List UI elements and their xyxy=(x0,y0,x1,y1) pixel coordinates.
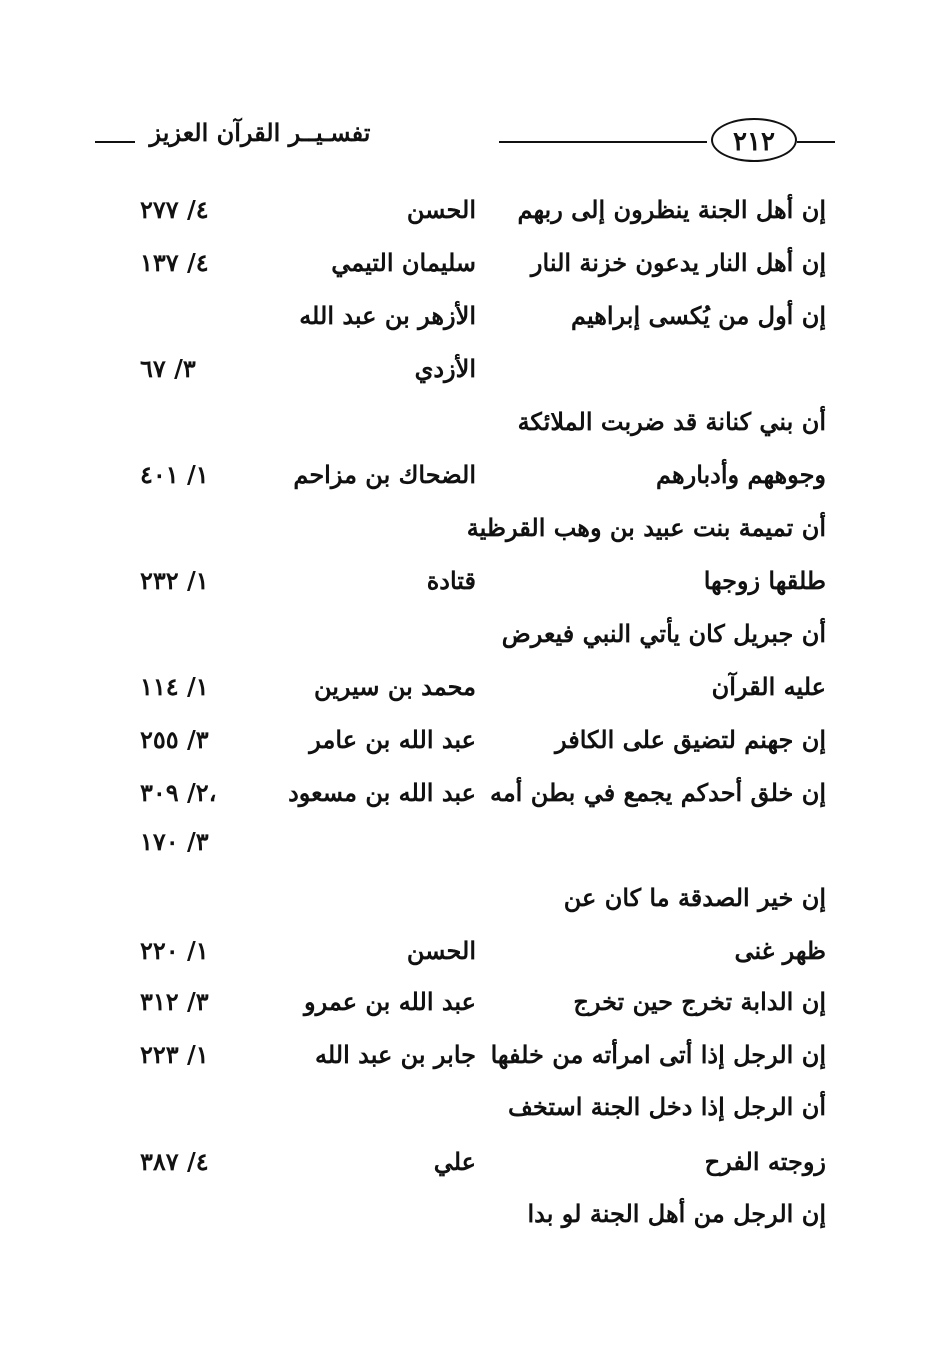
hadith-text: أن تميمة بنت عبيد بن وهب القرظية xyxy=(466,513,826,542)
narrator: محمد بن سيرين xyxy=(313,672,476,701)
narrator: عبد الله بن عمرو xyxy=(304,987,476,1016)
volume-page-ref: ٤/ ٢٧٧ xyxy=(140,195,209,224)
header-rule-middle xyxy=(499,141,707,143)
narrator: الضحاك بن مزاحم xyxy=(293,460,476,489)
volume-page-ref: ٣/ ٢٥٥ xyxy=(140,725,209,754)
volume-page-ref: ١/ ٢٣٢ xyxy=(140,566,209,595)
index-entry xyxy=(0,349,934,389)
hadith-text: إن خلق أحدكم يجمع في بطن أمه xyxy=(489,778,826,807)
hadith-text: زوجته الفرح xyxy=(704,1147,826,1176)
header-rule-left xyxy=(95,141,135,143)
running-title: تفسـيــر القرآن العزيز xyxy=(149,118,371,147)
hadith-text: إن جهنم لتضيق على الكافر xyxy=(555,725,826,754)
volume-page-ref: ٣/ ٣١٢ xyxy=(140,987,209,1016)
index-entry xyxy=(0,773,934,813)
index-entry xyxy=(0,1087,934,1127)
volume-page-ref: ٢/ ٣٠٩، xyxy=(140,778,217,807)
index-entry xyxy=(0,402,934,442)
hadith-text: إن الدابة تخرج حين تخرج xyxy=(573,987,826,1016)
volume-page-ref: ١/ ١١٤ xyxy=(140,672,209,701)
index-entry xyxy=(0,822,934,862)
narrator: عبد الله بن مسعود xyxy=(288,778,476,807)
volume-page-ref: ١/ ٢٢٠ xyxy=(140,936,209,965)
hadith-text: إن الرجل إذا أتى امرأته من خلفها xyxy=(490,1040,826,1069)
hadith-text: أن بني كنانة قد ضربت الملائكة xyxy=(517,407,826,436)
hadith-text: إن أهل النار يدعون خزنة النار xyxy=(530,248,826,277)
index-entry xyxy=(0,561,934,601)
index-entry xyxy=(0,1035,934,1075)
index-entry xyxy=(0,508,934,548)
volume-page-ref: ٣/ ١٧٠ xyxy=(140,827,209,856)
narrator: قتادة xyxy=(426,566,476,595)
narrator: الحسن xyxy=(406,936,476,965)
index-entry xyxy=(0,982,934,1022)
narrator: علي xyxy=(433,1147,476,1176)
index-entry xyxy=(0,1142,934,1182)
narrator: الحسن xyxy=(406,195,476,224)
volume-page-ref: ٣/ ٦٧ xyxy=(140,354,196,383)
hadith-text: إن الرجل من أهل الجنة لو بدا xyxy=(527,1199,826,1228)
index-entry xyxy=(0,667,934,707)
volume-page-ref: ٤/ ٣٨٧ xyxy=(140,1147,209,1176)
hadith-text: ظهر غنى xyxy=(734,936,826,965)
hadith-text: عليه القرآن xyxy=(711,672,826,701)
hadith-text: أن جبريل كان يأتي النبي فيعرض xyxy=(501,619,826,648)
volume-page-ref: ١/ ٢٢٣ xyxy=(140,1040,209,1069)
hadith-text: طلقها زوجها xyxy=(703,566,826,595)
index-entry xyxy=(0,720,934,760)
index-entry xyxy=(0,878,934,918)
narrator: الأزدي xyxy=(414,354,476,383)
index-entry xyxy=(0,1194,934,1234)
hadith-text: إن أول من يُكسى إبراهيم xyxy=(570,301,826,330)
hadith-text: إن أهل الجنة ينظرون إلى ربهم xyxy=(517,195,826,224)
hadith-text: أن الرجل إذا دخل الجنة استخف xyxy=(508,1092,826,1121)
volume-page-ref: ٤/ ١٣٧ xyxy=(140,248,209,277)
hadith-text: إن خير الصدقة ما كان عن xyxy=(563,883,826,912)
index-entry xyxy=(0,243,934,283)
index-entry xyxy=(0,190,934,230)
page-number: ٢١٢ xyxy=(711,118,797,162)
hadith-text: وجوههم وأدبارهم xyxy=(655,460,826,489)
page-header xyxy=(95,112,835,164)
index-entry xyxy=(0,455,934,495)
narrator: عبد الله بن عامر xyxy=(309,725,476,754)
narrator: جابر بن عبد الله xyxy=(314,1040,476,1069)
index-entry xyxy=(0,296,934,336)
narrator: سليمان التيمي xyxy=(331,248,476,277)
narrator: الأزهر بن عبد الله xyxy=(299,301,476,330)
index-entry xyxy=(0,614,934,654)
header-rule-right xyxy=(797,141,835,143)
index-entry xyxy=(0,931,934,971)
volume-page-ref: ١/ ٤٠١ xyxy=(140,460,209,489)
